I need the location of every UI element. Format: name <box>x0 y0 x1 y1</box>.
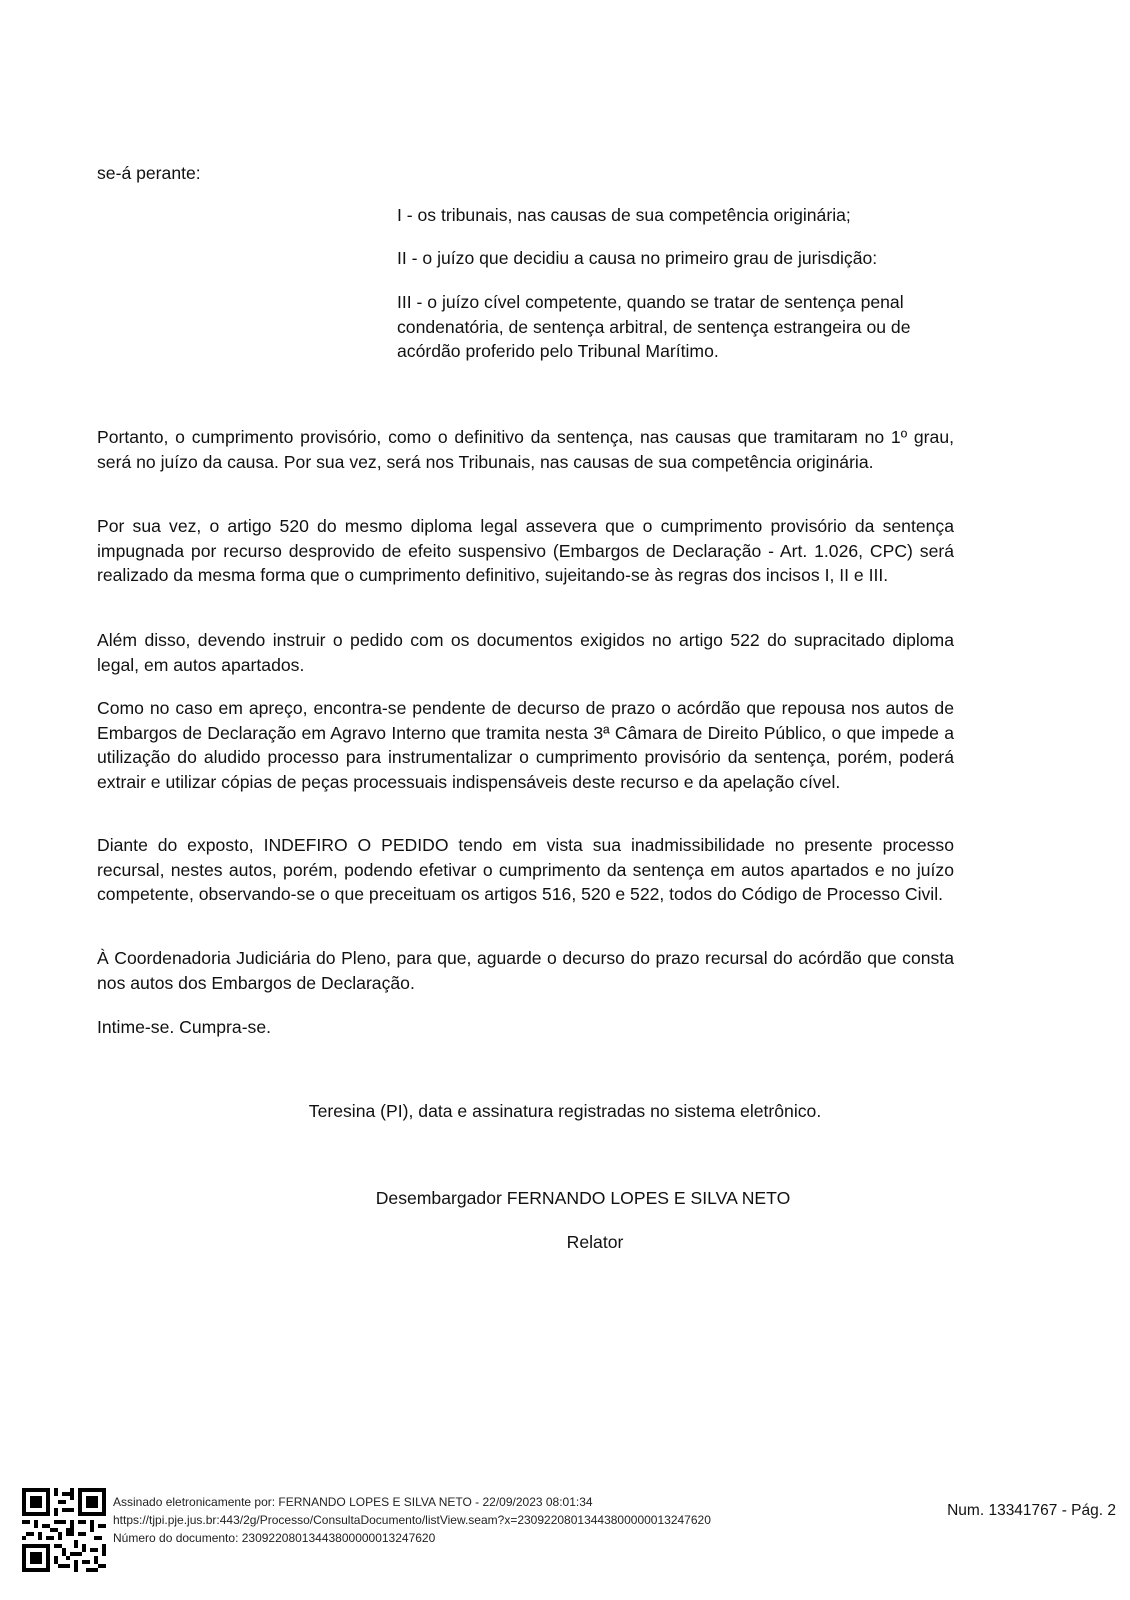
footer-signed-by: Assinado eletronicamente por: FERNANDO LOPES E SILVA NETO - 22/09/2023 08:01:34 <box>113 1495 593 1509</box>
signatory-name: Desembargador FERNANDO LOPES E SILVA NETO <box>375 1188 791 1208</box>
closing-text: Intime-se. Cumpra-se. <box>97 1017 272 1037</box>
paragraph-1: Portanto, o cumprimento provisório, como o definitivo da sentença, nas causas que tramitaram no 1º grau, será no juízo da causa. Por sua vez, será nos Tribunais, nas causas de sua competência originária. <box>97 427 954 472</box>
paragraph-6: À Coordenadoria Judiciária do Pleno, para que, aguarde o decurso do prazo recursal do acórdão que consta nos autos dos Embargos de Declaração. <box>97 948 954 993</box>
paragraph-5: Diante do exposto, INDEFIRO O PEDIDO tendo em vista sua inadmissibilidade no presente processo recursal, nestes autos, porém, podendo efetivar o cumprimento da sentença em autos apartados e no juízo competente, observando-se o que preceituam os artigos 516, 520 e 522, todos do Código de Processo Civil. <box>97 835 954 904</box>
qr-code-icon <box>22 1488 106 1572</box>
signatory-role: Relator <box>566 1232 624 1252</box>
page-number: Num. 13341767 - Pág. 2 <box>947 1502 1116 1519</box>
intro-text: se-á perante: <box>97 163 201 183</box>
footer-url[interactable]: https://tjpi.pje.jus.br:443/2g/Processo/ConsultaDocumento/listView.seam?x=23092208013443800000013247620 <box>113 1513 711 1527</box>
place-date: Teresina (PI), data e assinatura registradas no sistema eletrônico. <box>308 1101 822 1121</box>
paragraph-3: Além disso, devendo instruir o pedido com os documentos exigidos no artigo 522 do supracitado diploma legal, em autos apartados. <box>97 630 954 675</box>
paragraph-4: Como no caso em apreço, encontra-se pendente de decurso de prazo o acórdão que repousa nos autos de Embargos de Declaração em Agravo Interno que tramita nesta 3ª Câmara de Direito Público, o que impede a utilização do aludido processo para instrumentalizar o cumprimento provisório da sentença, porém, poderá extrair e utilizar cópias de peças processuais indispensáveis deste recurso e da apelação cível. <box>97 698 954 792</box>
quote-item-2: II - o juízo que decidiu a causa no primeiro grau de jurisdição: <box>397 248 878 268</box>
quote-item-1: I - os tribunais, nas causas de sua competência originária; <box>397 205 851 225</box>
paragraph-2: Por sua vez, o artigo 520 do mesmo diploma legal assevera que o cumprimento provisório da sentença impugnada por recurso desprovido de efeito suspensivo (Embargos de Declaração - Art. 1.026, CPC) será realizado da mesma forma que o cumprimento definitivo, sujeitando-se às regras dos incisos I, II e III. <box>97 516 954 585</box>
footer-doc-number: Número do documento: 23092208013443800000013247620 <box>113 1531 436 1545</box>
quote-item-3: III - o juízo cível competente, quando se tratar de sentença penal condenatória, de sentença arbitral, de sentença estrangeira ou de acórdão proferido pelo Tribunal Marítimo. <box>397 292 911 361</box>
